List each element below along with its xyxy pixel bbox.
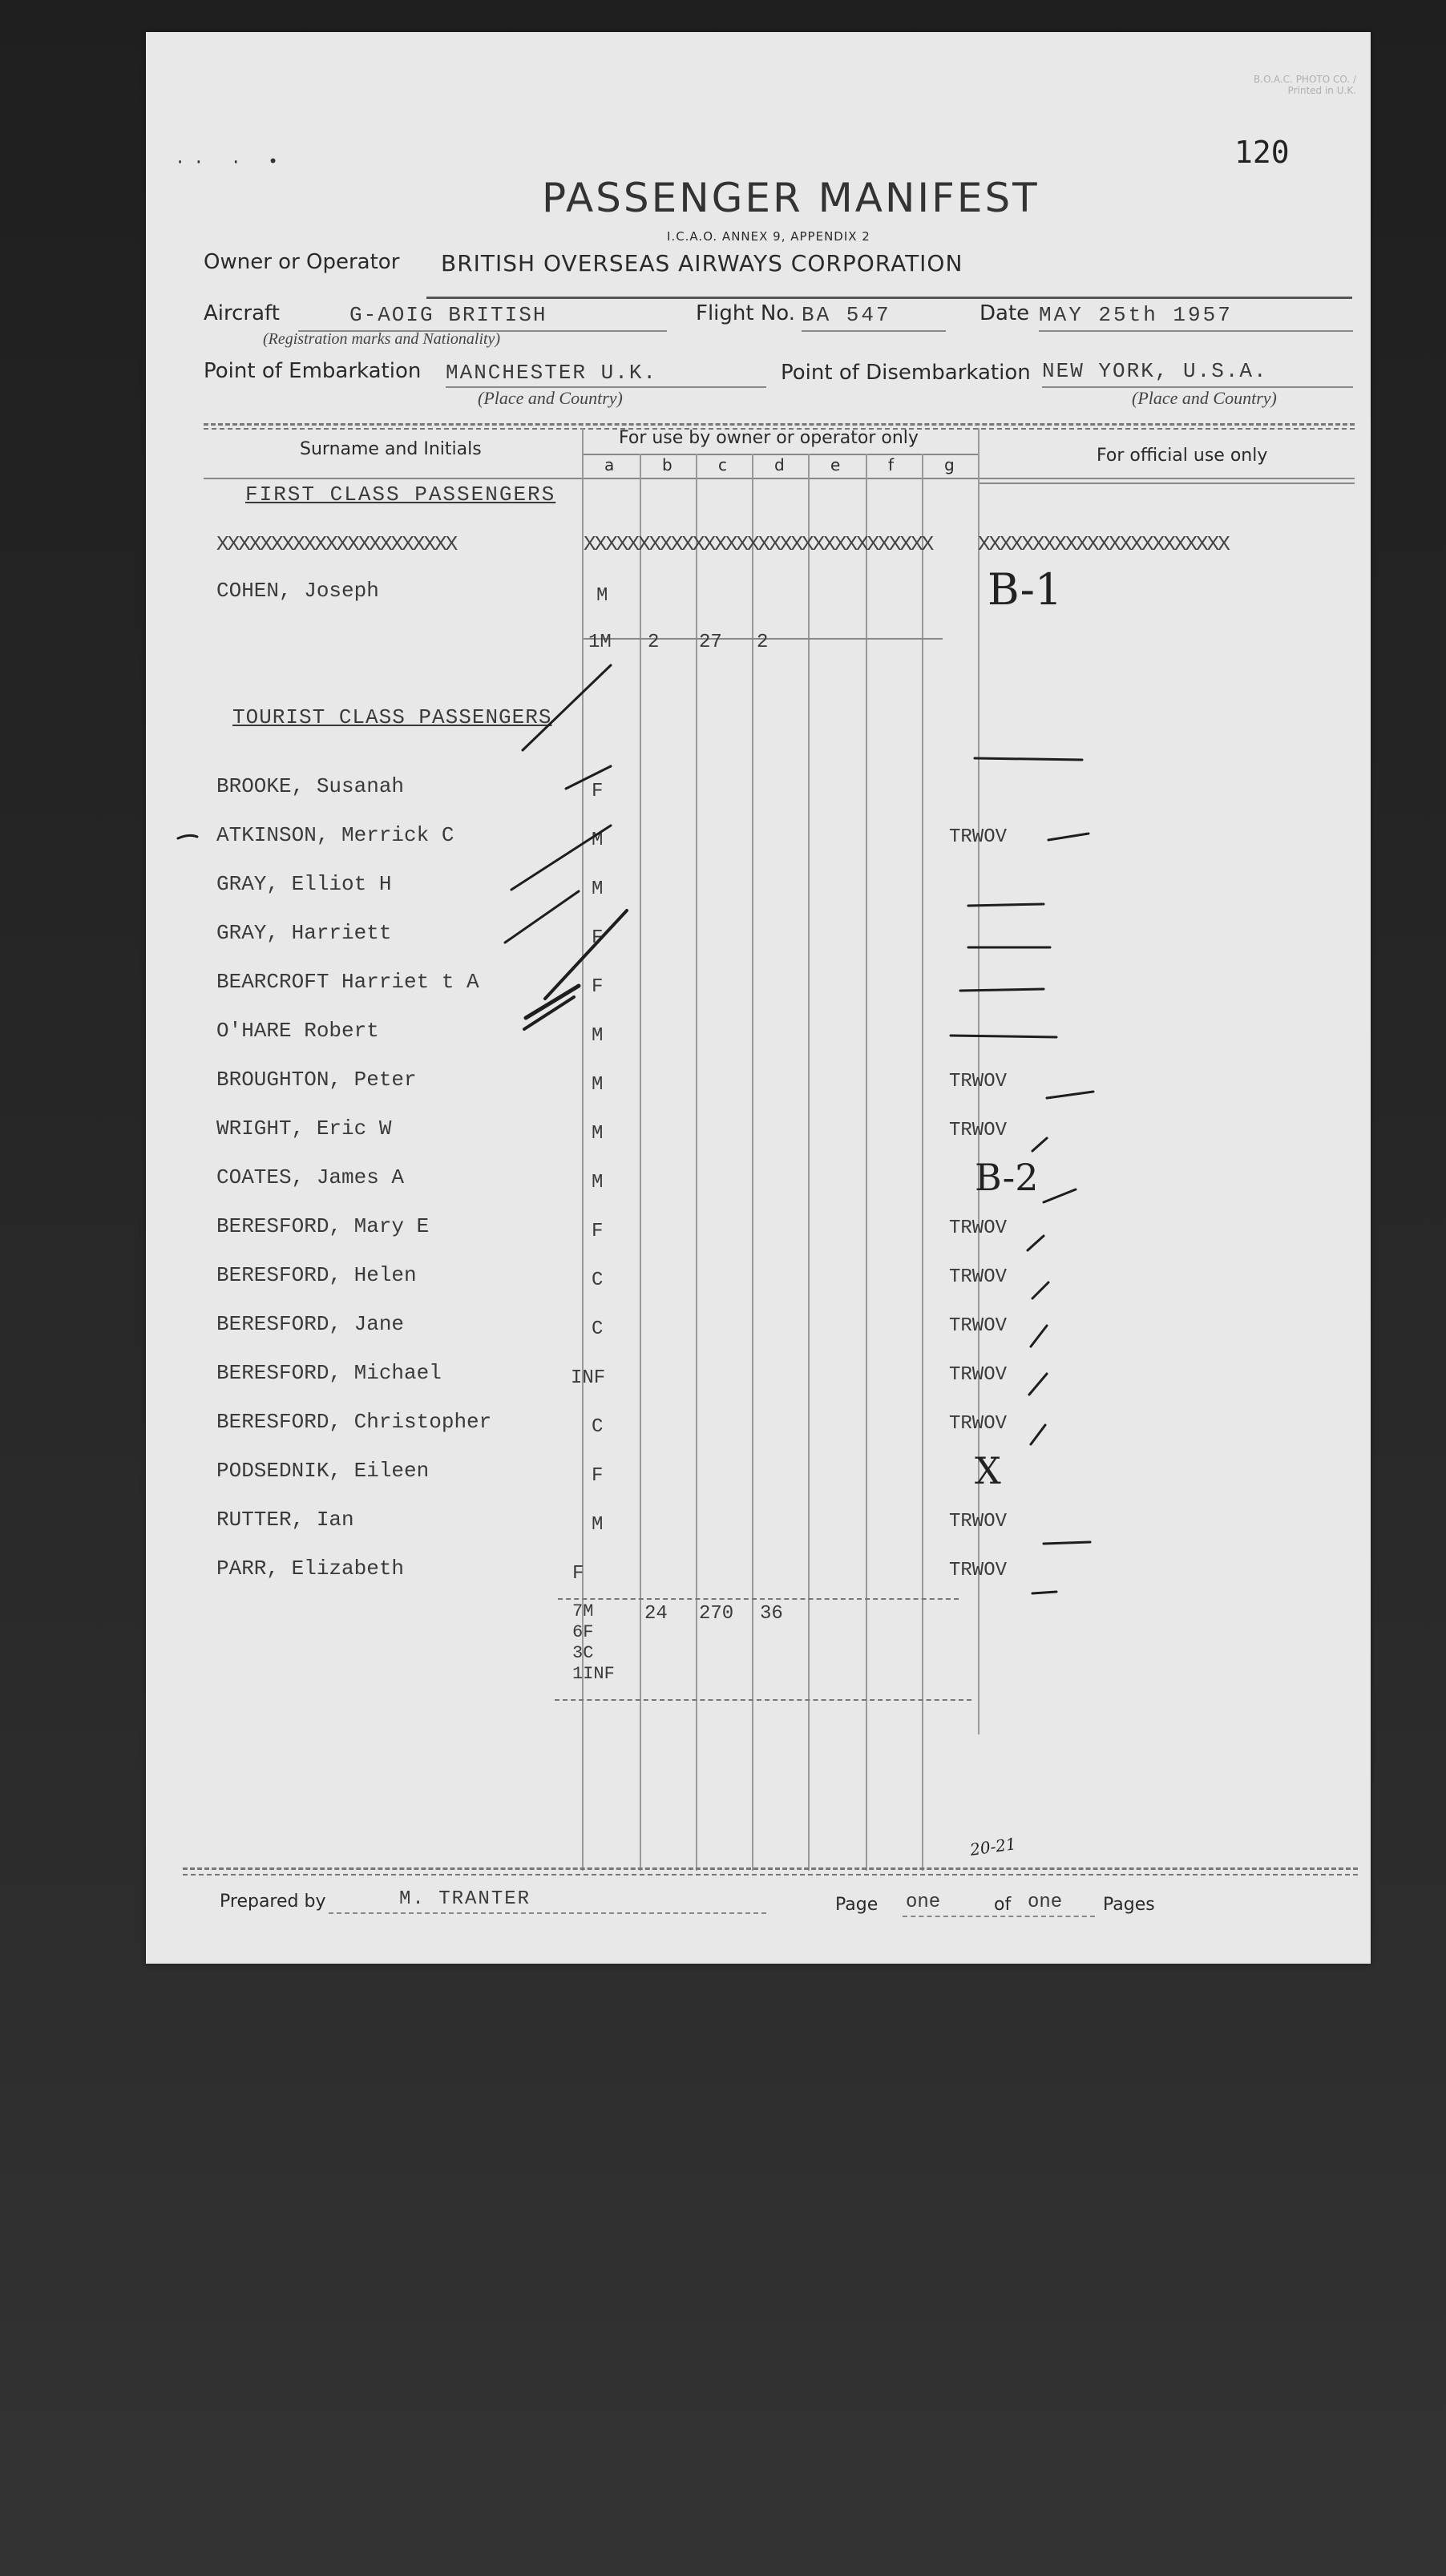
total-a-line: 6F <box>572 1622 594 1642</box>
tourist-class-heading: TOURIST CLASS PASSENGERS <box>232 705 552 729</box>
disembarkation-label: Point of Disembarkation <box>781 361 1031 385</box>
passenger-name: O'HARE Robert <box>216 1019 379 1043</box>
official-dash <box>1032 1592 1056 1593</box>
flight-value: BA 547 <box>802 303 891 327</box>
passenger-sex: F <box>592 781 604 802</box>
tick-mark <box>511 826 611 890</box>
passenger-sex: M <box>592 1025 604 1047</box>
col-g-header: g <box>944 455 955 474</box>
page-value: one <box>906 1892 941 1913</box>
passenger-name: BERESFORD, Jane <box>216 1312 405 1336</box>
struck-row-cols: XXXXXXXXXXXXXXXXXXXXXXXXXXXXXXXX <box>584 532 933 556</box>
manifest-subtitle: I.C.A.O. ANNEX 9, APPENDIX 2 <box>667 229 870 244</box>
passenger-sex: C <box>592 1318 604 1340</box>
aircraft-label: Aircraft <box>204 301 280 325</box>
tourist-total-b: 24 <box>644 1603 668 1625</box>
official-dash <box>1047 1092 1093 1098</box>
official-dash <box>1031 1425 1045 1444</box>
tick-mark <box>523 665 611 750</box>
total-a-line: 3C <box>572 1643 594 1663</box>
official-mark: X <box>975 1449 1001 1492</box>
official-mark: TRWOV <box>949 826 1008 848</box>
passenger-sex: INF <box>571 1367 606 1389</box>
official-dash <box>1028 1236 1044 1250</box>
official-dash <box>1044 1189 1076 1202</box>
passenger-name: BROUGHTON, Peter <box>216 1068 417 1092</box>
passenger-sex: M <box>592 830 604 851</box>
official-dash <box>951 1036 1056 1037</box>
col-f-header: f <box>888 455 895 474</box>
passenger-name: GRAY, Elliot H <box>216 872 392 896</box>
official-dash <box>1029 1374 1047 1395</box>
official-mark: TRWOV <box>949 1413 1008 1435</box>
embarkation-value: MANCHESTER U.K. <box>446 361 658 385</box>
official-dash <box>1032 1282 1048 1298</box>
passenger-sex: M <box>596 585 608 607</box>
official-mark: B-2 <box>975 1156 1039 1199</box>
col-c-header: c <box>718 455 727 474</box>
pages-label: Pages <box>1103 1895 1155 1915</box>
passenger-name: PODSEDNIK, Eileen <box>216 1459 430 1483</box>
first-total-c: 27 <box>699 632 722 653</box>
col-a-header: a <box>604 455 615 474</box>
passenger-name: BERESFORD, Christopher <box>216 1410 492 1434</box>
passenger-name: ATKINSON, Merrick C <box>216 823 454 847</box>
passenger-sex: M <box>592 1172 604 1193</box>
prepared-value: M. TRANTER <box>399 1888 531 1910</box>
passenger-sex: M <box>592 878 604 900</box>
struck-row-official: XXXXXXXXXXXXXXXXXXXXXXX <box>978 532 1229 556</box>
date-label: Date <box>979 301 1030 325</box>
passenger-name: RUTTER, Ian <box>216 1508 354 1532</box>
passenger-sex: F <box>592 1221 604 1242</box>
tick-mark <box>178 835 197 838</box>
disembarkation-value: NEW YORK, U.S.A. <box>1042 359 1268 383</box>
official-header: For official use only <box>1097 446 1268 466</box>
official-mark: TRWOV <box>949 1315 1008 1337</box>
first-total-b: 2 <box>648 632 660 653</box>
first-class-heading: FIRST CLASS PASSENGERS <box>245 482 556 507</box>
total-a-line: 7M <box>572 1601 594 1621</box>
passenger-sex: F <box>592 976 604 998</box>
official-mark: TRWOV <box>949 1120 1008 1141</box>
col-e-header: e <box>830 455 841 474</box>
owner-label: Owner or Operator <box>204 250 400 274</box>
owner-value: BRITISH OVERSEAS AIRWAYS CORPORATION <box>441 250 963 277</box>
official-dash <box>968 904 1044 906</box>
handwritten-marks <box>146 32 1371 1964</box>
passenger-sex: F <box>592 927 604 949</box>
official-dash <box>975 758 1082 760</box>
aircraft-value: G-AOIG BRITISH <box>349 303 547 327</box>
prepared-label: Prepared by <box>220 1892 326 1912</box>
official-dash <box>960 989 1044 991</box>
passenger-name: BROOKE, Susanah <box>216 774 405 798</box>
official-mark: TRWOV <box>949 1364 1008 1386</box>
official-mark: TRWOV <box>949 1511 1008 1532</box>
tourist-total-c: 270 <box>699 1603 734 1625</box>
embarkation-label: Point of Embarkation <box>204 359 422 383</box>
passenger-name: COHEN, Joseph <box>216 579 379 603</box>
passenger-name: BERESFORD, Mary E <box>216 1214 430 1238</box>
passenger-name: BERESFORD, Helen <box>216 1263 417 1287</box>
surname-header: Surname and Initials <box>300 439 482 459</box>
page-number: 120 <box>1234 135 1290 170</box>
official-mark: TRWOV <box>949 1217 1008 1239</box>
official-dash <box>1044 1542 1090 1544</box>
passenger-name: BEARCROFT Harriet t A <box>216 970 479 994</box>
date-value: MAY 25th 1957 <box>1039 303 1233 327</box>
corner-stamp: B.O.A.C. PHOTO CO. / Printed in U.K. <box>1254 74 1356 96</box>
embarkation-note: (Place and Country) <box>478 388 623 408</box>
of-label: of <box>994 1895 1012 1915</box>
struck-row-name: XXXXXXXXXXXXXXXXXXXXXX <box>216 532 457 556</box>
official-mark: B-1 <box>988 564 1063 615</box>
passenger-name: WRIGHT, Eric W <box>216 1116 392 1141</box>
disembarkation-note: (Place and Country) <box>1132 388 1277 408</box>
passenger-sex: F <box>592 1465 604 1487</box>
passenger-sex: M <box>592 1514 604 1536</box>
margin-note: 20-21 <box>968 1834 1018 1859</box>
tick-mark <box>566 766 611 789</box>
col-b-header: b <box>662 455 673 474</box>
total-a-line: 1INF <box>572 1664 615 1684</box>
passenger-name: COATES, James A <box>216 1165 405 1189</box>
passenger-sex: M <box>592 1123 604 1145</box>
aircraft-note: (Registration marks and Nationality) <box>263 330 501 348</box>
official-dash <box>1032 1138 1047 1151</box>
passenger-sex: F <box>572 1563 584 1585</box>
passenger-sex: C <box>592 1270 604 1291</box>
dot-marks: ·· · • <box>175 152 287 172</box>
flight-label: Flight No. <box>696 301 796 325</box>
official-dash <box>1048 834 1089 840</box>
tick-mark <box>545 910 627 999</box>
passenger-name: BERESFORD, Michael <box>216 1361 442 1385</box>
page-label: Page <box>835 1895 879 1915</box>
passenger-sex: M <box>592 1074 604 1096</box>
operator-header: For use by owner or operator only <box>619 428 919 448</box>
first-total-d: 2 <box>757 632 769 653</box>
of-value: one <box>1028 1892 1063 1913</box>
official-dash <box>1031 1326 1047 1347</box>
manifest-page <box>146 32 1371 1964</box>
official-mark: TRWOV <box>949 1266 1008 1288</box>
passenger-name: PARR, Elizabeth <box>216 1557 405 1581</box>
manifest-title: PASSENGER MANIFEST <box>542 175 1040 221</box>
col-d-header: d <box>774 455 785 474</box>
passenger-name: GRAY, Harriett <box>216 921 392 945</box>
tourist-total-d: 36 <box>760 1603 783 1625</box>
passenger-sex: C <box>592 1416 604 1438</box>
official-mark: TRWOV <box>949 1071 1008 1092</box>
tick-mark <box>505 891 579 943</box>
official-mark: TRWOV <box>949 1560 1008 1581</box>
first-total-a: 1M <box>588 632 612 653</box>
